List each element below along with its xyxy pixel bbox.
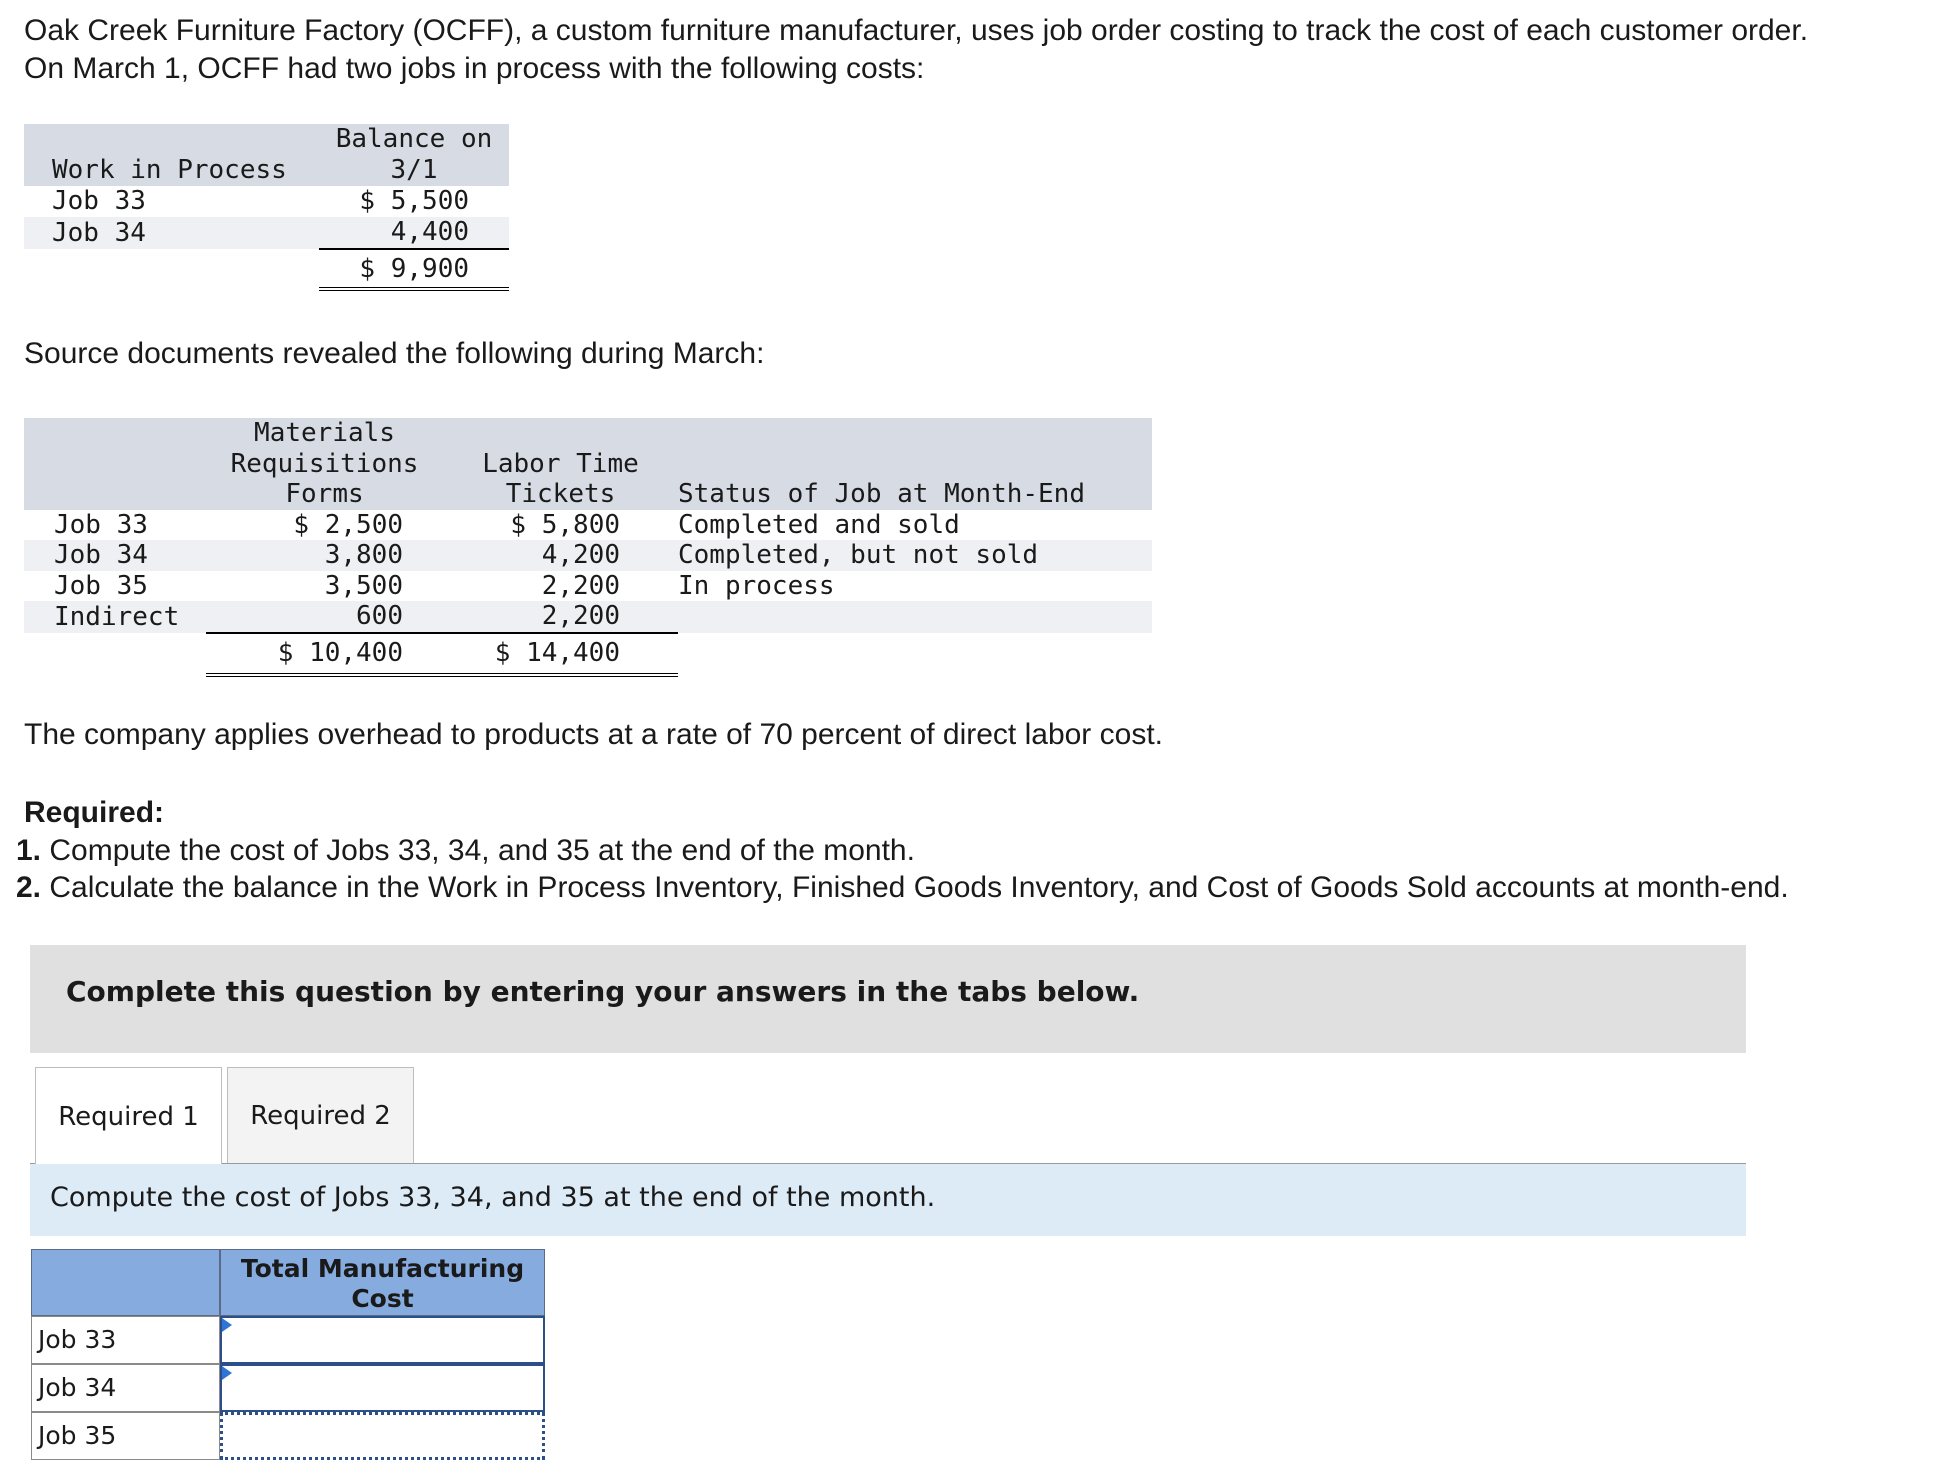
banner-text: Complete this question by entering your answers in the tabs below.	[66, 975, 1140, 1008]
src-row-materials: 3,800	[206, 540, 443, 571]
src-row-materials: 3,500	[324, 570, 403, 601]
answer-row-label-job-35: Job 35	[31, 1412, 220, 1460]
answer-row-label-job-34: Job 34	[31, 1364, 220, 1412]
wip-row-balance: $ 5,500	[359, 186, 469, 216]
wip-row-job: Job 34	[24, 217, 319, 249]
src-row-labor: 2,200	[541, 570, 620, 601]
input-marker-icon	[222, 1366, 232, 1380]
tab-instruction-text: Compute the cost of Jobs 33, 34, and 35 at the end of the month.	[50, 1182, 936, 1213]
wip-header-label: Work in Process	[24, 155, 319, 186]
required-item	[16, 869, 1789, 906]
job-34-cost-input[interactable]	[220, 1364, 545, 1412]
answer-header-blank	[31, 1249, 220, 1316]
input-marker-icon	[222, 1318, 232, 1332]
instructions-banner	[30, 945, 1746, 1053]
answer-cell-job-33	[220, 1316, 545, 1364]
job-35-cost-input[interactable]	[220, 1412, 545, 1460]
required-list	[16, 832, 1789, 906]
required-item-number: 2.	[16, 871, 42, 904]
answer-header-line1: Total Manufacturing	[240, 1254, 525, 1283]
source-documents-table	[24, 418, 1152, 677]
tab-label: Required 2	[250, 1100, 391, 1131]
tab-bar	[30, 1067, 1746, 1165]
overhead-text: The company applies overhead to products at a rate of 70 percent of direct labor cost.	[24, 718, 1163, 751]
intro-paragraph	[24, 12, 1934, 88]
job-33-cost-input[interactable]	[220, 1316, 545, 1364]
src-row-status	[678, 601, 1152, 633]
answer-cell-job-35	[220, 1412, 545, 1460]
source-intro: Source documents revealed the following during March:	[24, 337, 765, 370]
src-total-materials: $ 10,400	[206, 633, 443, 675]
src-row-job: Job 35	[54, 570, 148, 601]
answer-cell-job-34	[220, 1364, 545, 1412]
wip-header-balance-line1: Balance on	[319, 124, 509, 155]
required-item-number: 1.	[16, 834, 42, 867]
src-header-materials-3: Forms	[206, 479, 443, 510]
wip-row-job: Job 33	[52, 186, 146, 216]
tab-required-1[interactable]	[35, 1067, 222, 1165]
src-row-job: Job 34	[24, 540, 206, 571]
wip-header-balance-line2: 3/1	[319, 155, 509, 186]
src-header-labor-2: Tickets	[443, 479, 678, 510]
src-row-labor: 2,200	[443, 601, 678, 633]
src-row-materials: $ 2,500	[293, 509, 403, 540]
answer-row-label-job-33: Job 33	[31, 1316, 220, 1364]
intro-line-2: On March 1, OCFF had two jobs in process with the following costs:	[24, 52, 925, 85]
src-row-status: Completed, but not sold	[678, 540, 1152, 571]
src-header-labor-1: Labor Time	[443, 449, 678, 480]
required-item-text: Calculate the balance in the Work in Process Inventory, Finished Goods Inventory, and Cost of Goods Sold accounts at month-end.	[49, 871, 1789, 904]
intro-line-1: Oak Creek Furniture Factory (OCFF), a custom furniture manufacturer, uses job order costing to track the cost of each customer order.	[24, 14, 1809, 47]
wip-balance-table	[24, 124, 509, 291]
src-total-labor: $ 14,400	[443, 633, 678, 675]
src-header-status: Status of Job at Month-End	[678, 479, 1152, 510]
src-row-status: Completed and sold	[678, 509, 960, 540]
wip-total: $ 9,900	[319, 249, 509, 289]
required-item	[16, 832, 1789, 869]
src-row-labor: 4,200	[443, 540, 678, 571]
tab-label: Required 1	[58, 1101, 199, 1132]
required-heading: Required:	[24, 796, 165, 829]
tab-required-2[interactable]	[227, 1067, 414, 1163]
tab-instruction	[30, 1164, 1746, 1236]
src-row-materials: 600	[206, 601, 443, 633]
required-item-text: Compute the cost of Jobs 33, 34, and 35 at the end of the month.	[49, 834, 915, 867]
src-row-status: In process	[678, 570, 835, 601]
src-row-labor: $ 5,800	[510, 509, 620, 540]
src-header-materials-1: Materials	[206, 418, 443, 449]
src-row-job: Job 33	[54, 509, 148, 540]
answer-header-total-cost	[220, 1249, 545, 1316]
src-header-materials-2: Requisitions	[206, 449, 443, 480]
wip-row-balance: 4,400	[319, 217, 509, 249]
answer-header-line2: Cost	[351, 1284, 414, 1313]
src-row-job: Indirect	[24, 601, 206, 633]
